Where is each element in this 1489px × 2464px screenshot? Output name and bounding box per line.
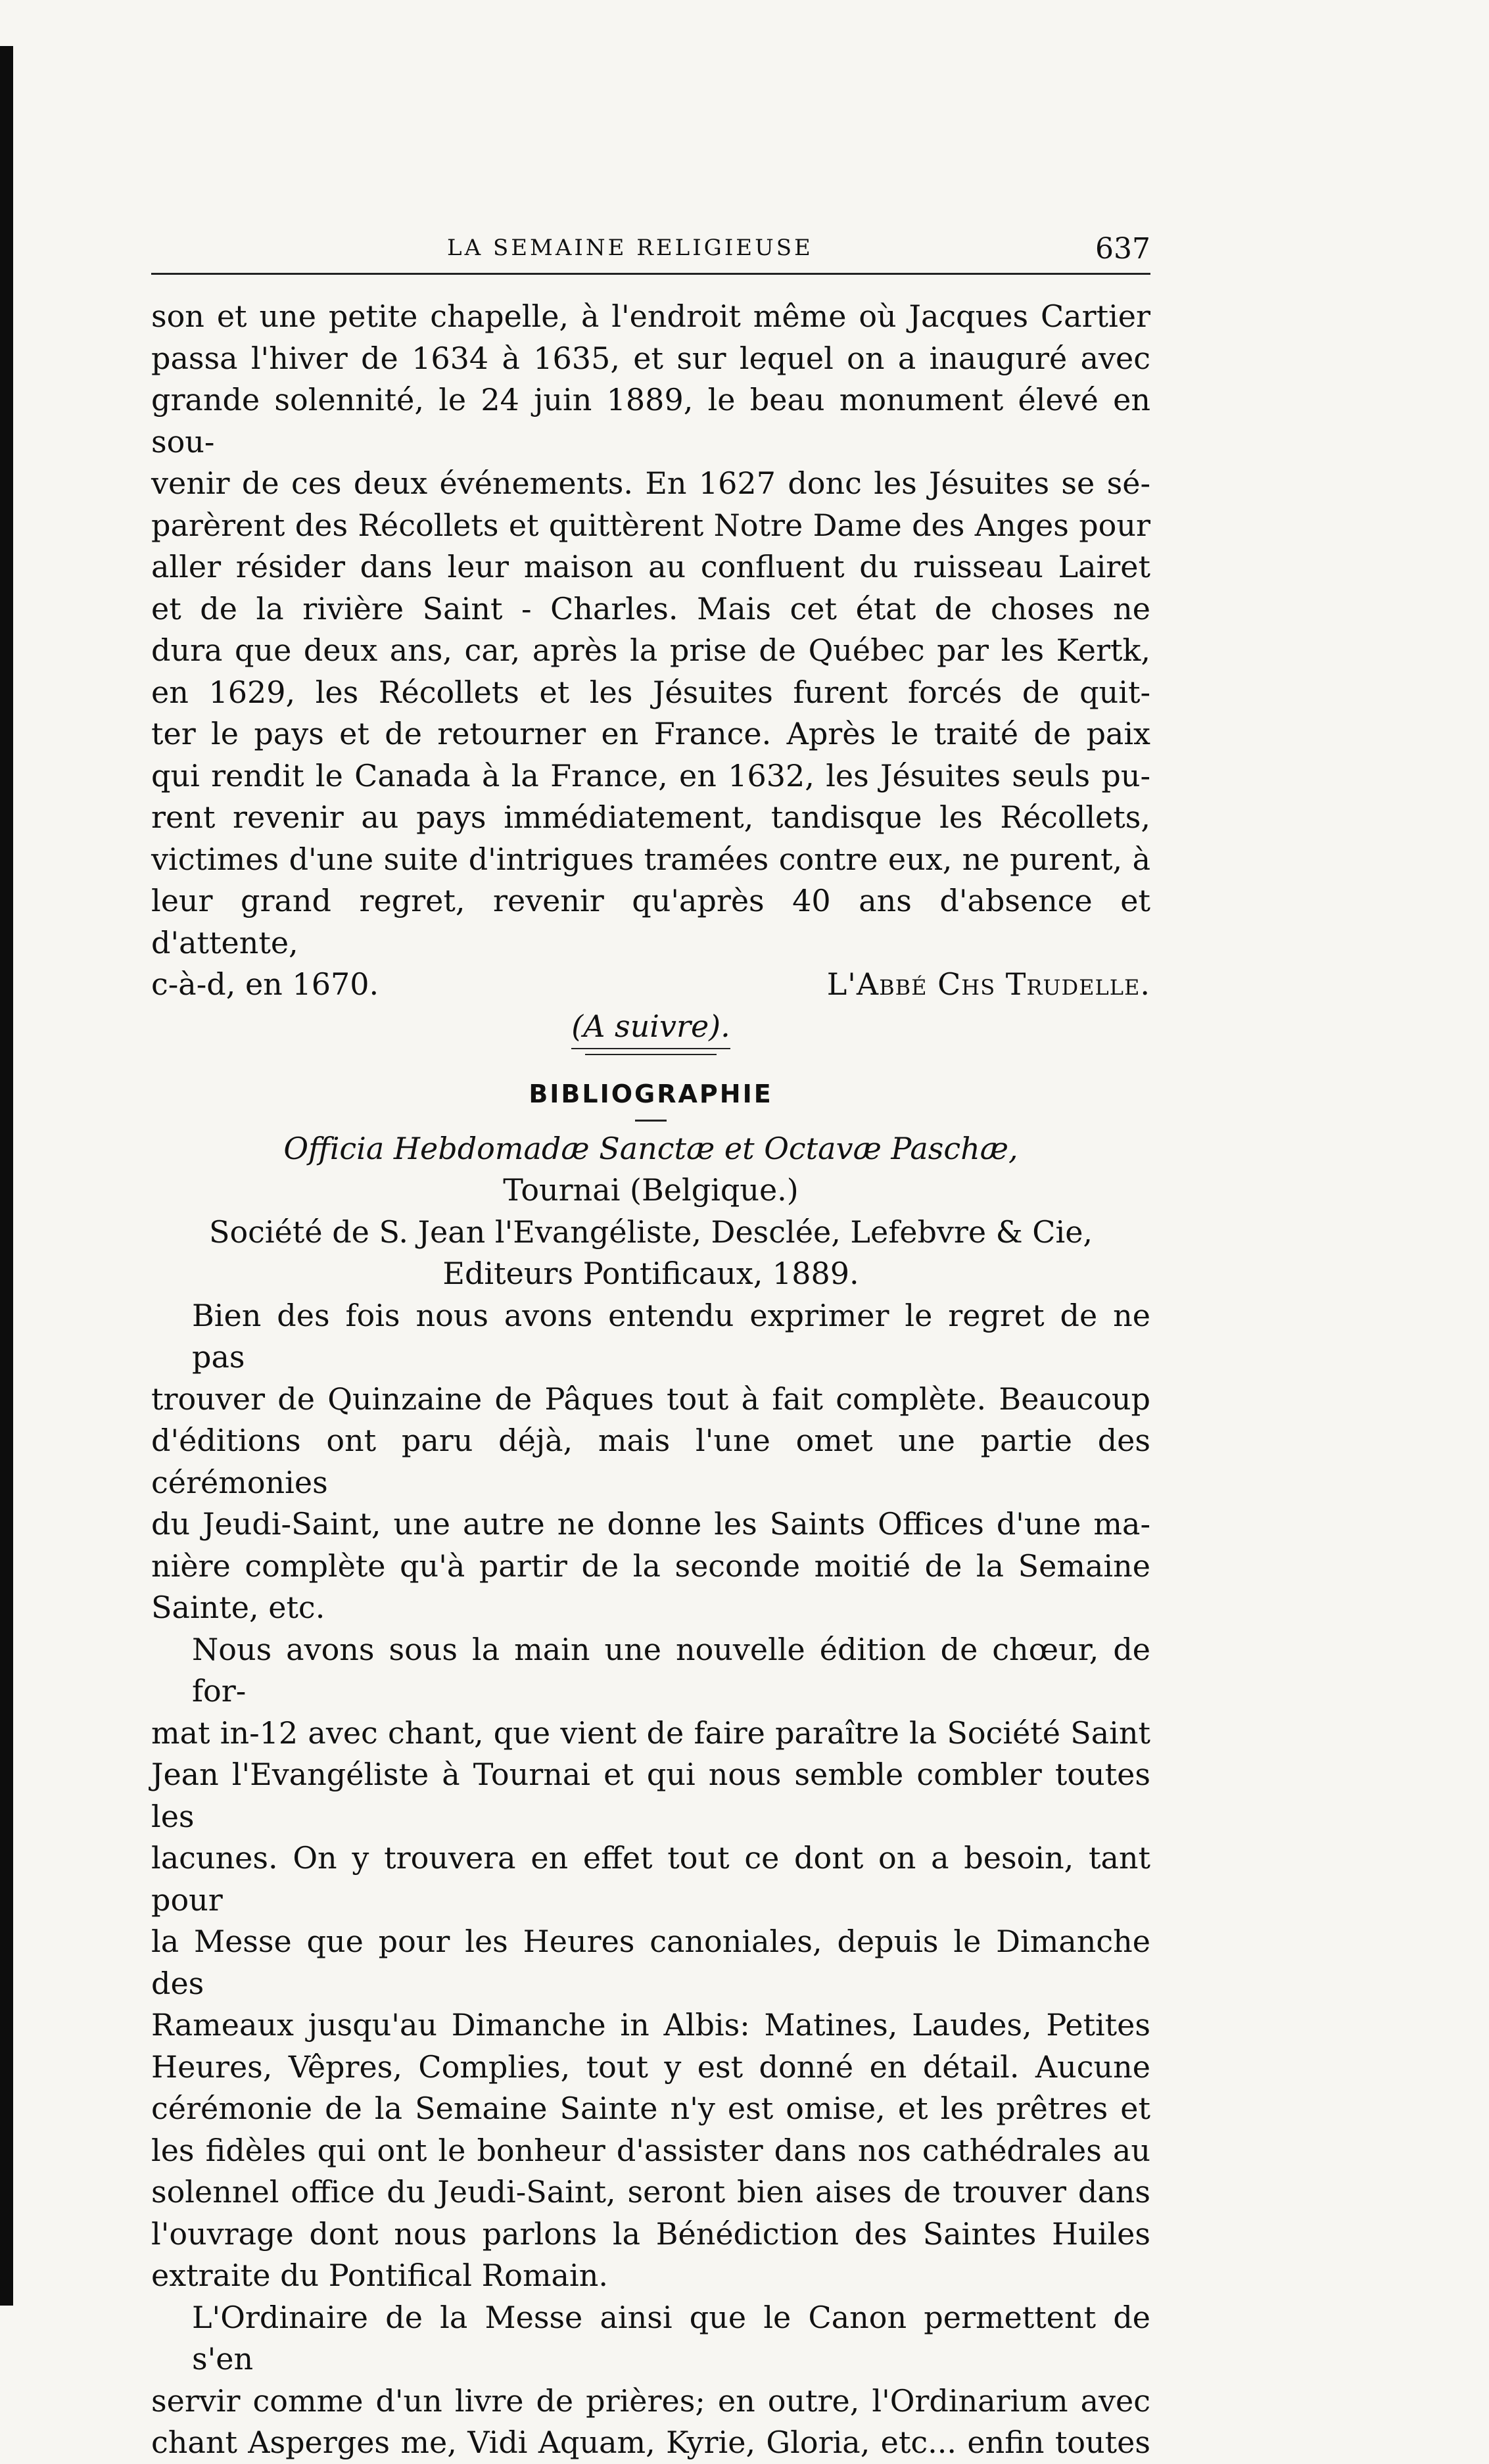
text-line: ter le pays et de retourner en France. Après le traité de paix	[151, 716, 1150, 751]
page	[151, 227, 1150, 2464]
text-line: mat in-12 avec chant, que vient de faire paraître la Société Saint	[151, 1715, 1150, 1751]
text-line: aller résider dans leur maison au confluent du ruisseau Lairet	[151, 549, 1150, 584]
text-line: qui rendit le Canada à la France, en 1632, les Jésuites seuls pu-	[151, 757, 1150, 794]
text-line: et de la rivière Saint - Charles. Mais cet état de choses ne	[151, 590, 1150, 627]
text-line: solennel office du Jeudi-Saint, seront bien aises de trouver dans	[151, 2174, 1150, 2210]
text-line: extraite du Pontifical Romain.	[151, 2258, 608, 2293]
text-line: venir de ces deux événements. En 1627 donc les Jésuites se sé-	[151, 465, 1150, 501]
text-line: l'ouvrage dont nous parlons la Bénédiction des Saintes Huiles	[151, 2215, 1150, 2252]
text-line: Jean l'Evangéliste à Tournai et qui nous semble combler toutes les	[151, 1757, 1150, 1834]
heading-dash	[635, 1120, 667, 1122]
text-line: dura que deux ans, car, après la prise de Québec par les Kertk,	[151, 632, 1150, 668]
text-line: son et une petite chapelle, à l'endroit même où Jacques Cartier	[151, 298, 1150, 334]
final-date: c-à-d, en 1670.	[151, 966, 379, 1002]
text-line: d'éditions ont paru déjà, mais l'une omet une partie des cérémonies	[151, 1423, 1150, 1500]
review-paragraph-1	[151, 1295, 1150, 1629]
book-title: Officia Hebdomadæ Sanctæ et Octavæ Paschæ,	[283, 1130, 1018, 1166]
running-header	[151, 227, 1150, 275]
text-line: parèrent des Récollets et quittèrent Notre Dame des Anges pour	[151, 507, 1150, 543]
text-line: Rameaux jusqu'au Dimanche in Albis: Matines, Laudes, Petites	[151, 2007, 1150, 2043]
to-be-continued	[151, 1006, 1150, 1048]
text-line: nière complète qu'à partir de la seconde moitié de la Semaine	[151, 1548, 1150, 1584]
book-publisher: Société de S. Jean l'Evangéliste, Desclée, Lefebvre & Cie,	[208, 1214, 1093, 1250]
text-line: cérémonie de la Semaine Sainte n'y est omise, et les prêtres et	[151, 2091, 1150, 2126]
text-line: du Jeudi-Saint, une autre ne donne les Saints Offices d'une ma-	[151, 1506, 1150, 1542]
to-be-continued-text: (A suivre).	[571, 1008, 730, 1049]
text-line: Bien des fois nous avons entendu exprimer le regret de ne pas	[192, 1297, 1150, 1375]
author-signature: L'Abbé Chs Trudelle.	[826, 966, 1150, 1002]
text-line: lacunes. On y trouvera en effet tout ce dont on a besoin, tant pour	[151, 1840, 1150, 1918]
review-paragraph-2	[151, 1629, 1150, 2297]
scan-edge-shadow	[0, 46, 13, 2306]
page-body	[151, 296, 1150, 2464]
article-continuation	[151, 296, 1150, 1006]
running-title: LA SEMAINE RELIGIEUSE	[447, 235, 813, 261]
text-line: servir comme d'un livre de prières; en outre, l'Ordinarium avec	[151, 2382, 1150, 2419]
signature-line	[151, 964, 1150, 1006]
text-line: leur grand regret, revenir qu'après 40 ans d'absence et d'attente,	[151, 883, 1150, 960]
text-line: Nous avons sous la main une nouvelle édition de chœur, de for-	[192, 1631, 1150, 1709]
text-line: L'Ordinaire de la Messe ainsi que le Canon permettent de s'en	[192, 2299, 1150, 2377]
text-line: victimes d'une suite d'intrigues tramées contre eux, ne purent, à	[151, 841, 1150, 877]
text-line: la Messe que pour les Heures canoniales, depuis le Dimanche des	[151, 1924, 1150, 2001]
text-line: en 1629, les Récollets et les Jésuites furent forcés de quit-	[151, 674, 1150, 710]
text-line: passa l'hiver de 1634 à 1635, et sur lequel on a inauguré avec	[151, 340, 1150, 376]
book-place: Tournai (Belgique.)	[503, 1172, 799, 1208]
text-line: grande solennité, le 24 juin 1889, le beau monument élevé en sou-	[151, 382, 1150, 460]
review-paragraph-3	[151, 2297, 1150, 2464]
text-line: trouver de Quinzaine de Pâques tout à fait complète. Beaucoup	[151, 1381, 1150, 1417]
text-line: les fidèles qui ont le bonheur d'assister dans nos cathédrales au	[151, 2132, 1150, 2168]
page-number: 637	[1095, 232, 1150, 266]
text-line: Sainte, etc.	[151, 1590, 325, 1625]
text-line: Heures, Vêpres, Complies, tout y est donné en détail. Aucune	[151, 2049, 1150, 2085]
section-divider	[585, 1054, 717, 1055]
book-publisher-info: Editeurs Pontificaux, 1889.	[442, 1256, 859, 1291]
text-line: chant Asperges me, Vidi Aquam, Kyrie, Gloria, etc... enfin toutes	[151, 2425, 1150, 2460]
bibliography-heading: BIBLIOGRAPHIE	[529, 1079, 773, 1108]
text-line: rent revenir au pays immédiatement, tandisque les Récollets,	[151, 799, 1150, 835]
